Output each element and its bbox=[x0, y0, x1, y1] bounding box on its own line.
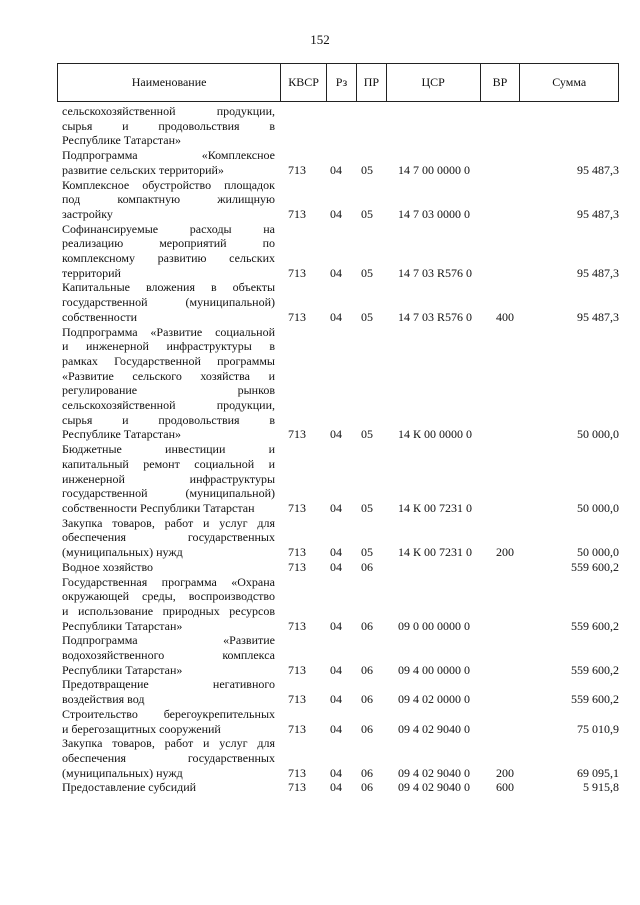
row-pr: 05 bbox=[361, 265, 373, 280]
row-name-line: под компактную жилищную bbox=[62, 192, 275, 207]
header-vr: ВР bbox=[481, 64, 521, 101]
row-name-line: регулирование рынков bbox=[62, 383, 275, 398]
row-name-line: комплексному развитию сельских bbox=[62, 251, 275, 266]
row-name bbox=[62, 178, 275, 222]
row-sum: 50 000,0 bbox=[577, 545, 619, 560]
row-csr: 09 4 02 9040 0 bbox=[398, 765, 470, 780]
row-name-line: Республики Татарстан» bbox=[62, 618, 183, 633]
row-name-line: Софинансируемые расходы на bbox=[62, 221, 275, 236]
row-name-line: и берегозащитных сооружений bbox=[62, 721, 221, 736]
row-pr: 06 bbox=[361, 721, 373, 736]
row-name-line: сельскохозяйственной продукции, bbox=[62, 398, 275, 413]
row-rz: 04 bbox=[330, 765, 342, 780]
row-name bbox=[62, 677, 275, 706]
row-sum: 559 600,2 bbox=[571, 692, 619, 707]
row-name-line: обеспечения государственных bbox=[62, 750, 275, 765]
table-row bbox=[0, 222, 640, 281]
header-kvsr: КВСР bbox=[281, 64, 327, 101]
row-kvsr: 713 bbox=[288, 692, 306, 707]
table-header bbox=[57, 63, 619, 102]
row-sum: 559 600,2 bbox=[571, 618, 619, 633]
row-sum: 69 095,1 bbox=[577, 765, 619, 780]
row-name-line: Предоставление субсидий bbox=[62, 780, 197, 795]
row-name bbox=[62, 516, 275, 560]
row-csr: 14 К 00 7231 0 bbox=[398, 545, 473, 560]
row-rz: 04 bbox=[330, 309, 342, 324]
row-name-line: застройку bbox=[62, 206, 113, 221]
row-sum: 559 600,2 bbox=[571, 662, 619, 677]
row-name bbox=[62, 148, 275, 177]
row-name-line: Республике Татарстан» bbox=[62, 427, 182, 442]
row-name-line: рамках Государственной программы bbox=[62, 353, 275, 368]
row-kvsr: 713 bbox=[288, 309, 306, 324]
table-row bbox=[0, 104, 640, 148]
row-sum: 50 000,0 bbox=[577, 427, 619, 442]
row-csr: 09 4 02 9040 0 bbox=[398, 721, 470, 736]
row-name-line: «Развитие сельского хозяйства и bbox=[62, 368, 275, 383]
row-sum: 95 487,3 bbox=[577, 162, 619, 177]
row-name bbox=[62, 104, 275, 148]
row-pr: 06 bbox=[361, 618, 373, 633]
row-vr: 200 bbox=[496, 765, 514, 780]
row-name-line: Подпрограмма «Развитие социальной bbox=[62, 324, 275, 339]
row-vr: 200 bbox=[496, 545, 514, 560]
row-csr: 14 7 03 R576 0 bbox=[398, 309, 473, 324]
table-row bbox=[0, 148, 640, 177]
row-pr: 06 bbox=[361, 780, 373, 795]
row-sum: 75 010,9 bbox=[577, 721, 619, 736]
row-name-line: реализацию мероприятий по bbox=[62, 236, 275, 251]
table-row bbox=[0, 633, 640, 677]
row-name-line: обеспечения государственных bbox=[62, 530, 275, 545]
row-name-line: Закупка товаров, работ и услуг для bbox=[62, 736, 275, 751]
row-kvsr: 713 bbox=[288, 545, 306, 560]
row-name bbox=[62, 222, 275, 281]
row-name bbox=[62, 280, 275, 324]
row-name-line: Капитальные вложения в объекты bbox=[62, 280, 275, 295]
row-name-line: Республике Татарстан» bbox=[62, 133, 182, 148]
row-pr: 05 bbox=[361, 500, 373, 515]
table-row bbox=[0, 677, 640, 706]
row-name-line: Подпрограмма «Комплексное bbox=[62, 148, 275, 163]
row-kvsr: 713 bbox=[288, 559, 306, 574]
row-name-line: (муниципальных) нужд bbox=[62, 545, 183, 560]
row-kvsr: 713 bbox=[288, 662, 306, 677]
table-row bbox=[0, 575, 640, 634]
row-csr: 14 7 03 R576 0 bbox=[398, 265, 473, 280]
row-rz: 04 bbox=[330, 545, 342, 560]
table-row bbox=[0, 516, 640, 560]
row-pr: 05 bbox=[361, 427, 373, 442]
row-name-line: Подпрограмма «Развитие bbox=[62, 633, 275, 648]
row-name-line: собственности Республики Татарстан bbox=[62, 500, 255, 515]
header-rz: Рз bbox=[327, 64, 357, 101]
row-pr: 06 bbox=[361, 662, 373, 677]
row-kvsr: 713 bbox=[288, 206, 306, 221]
table-row bbox=[0, 325, 640, 443]
row-pr: 05 bbox=[361, 206, 373, 221]
row-kvsr: 713 bbox=[288, 500, 306, 515]
row-vr: 400 bbox=[496, 309, 514, 324]
row-name-line: (муниципальных) нужд bbox=[62, 765, 183, 780]
row-kvsr: 713 bbox=[288, 618, 306, 633]
row-kvsr: 713 bbox=[288, 265, 306, 280]
row-csr: 09 4 02 9040 0 bbox=[398, 780, 470, 795]
row-sum: 95 487,3 bbox=[577, 265, 619, 280]
row-csr: 09 4 00 0000 0 bbox=[398, 662, 470, 677]
row-vr: 600 bbox=[496, 780, 514, 795]
row-pr: 06 bbox=[361, 692, 373, 707]
row-pr: 06 bbox=[361, 559, 373, 574]
table-row bbox=[0, 178, 640, 222]
row-rz: 04 bbox=[330, 721, 342, 736]
row-name bbox=[62, 707, 275, 736]
row-name bbox=[62, 560, 275, 575]
row-csr: 14 7 00 0000 0 bbox=[398, 162, 470, 177]
row-name-line: сырья и продовольствия в bbox=[62, 118, 275, 133]
row-csr: 14 К 00 7231 0 bbox=[398, 500, 473, 515]
row-name-line: Водное хозяйство bbox=[62, 559, 154, 574]
table-row bbox=[0, 736, 640, 780]
row-name-line: и использование природных ресурсов bbox=[62, 603, 275, 618]
row-rz: 04 bbox=[330, 265, 342, 280]
row-name-line: государственной (муниципальной) bbox=[62, 295, 275, 310]
header-pr: ПР bbox=[357, 64, 387, 101]
row-sum: 50 000,0 bbox=[577, 500, 619, 515]
row-name bbox=[62, 780, 275, 795]
row-csr: 14 7 03 0000 0 bbox=[398, 206, 470, 221]
row-name-line: развитие сельских территорий» bbox=[62, 162, 224, 177]
row-csr: 09 0 00 0000 0 bbox=[398, 618, 470, 633]
row-name-line: Бюджетные инвестиции и bbox=[62, 442, 275, 457]
header-name: Наименование bbox=[58, 64, 281, 101]
row-name-line: сельскохозяйственной продукции, bbox=[62, 104, 275, 118]
row-name-line: инженерной инфраструктуры bbox=[62, 471, 275, 486]
table-row bbox=[0, 560, 640, 575]
row-name-line: и инженерной инфраструктуры в bbox=[62, 339, 275, 354]
row-kvsr: 713 bbox=[288, 427, 306, 442]
row-name-line: водохозяйственного комплекса bbox=[62, 648, 275, 663]
row-rz: 04 bbox=[330, 206, 342, 221]
row-rz: 04 bbox=[330, 500, 342, 515]
row-pr: 05 bbox=[361, 309, 373, 324]
row-csr: 14 К 00 0000 0 bbox=[398, 427, 473, 442]
row-csr: 09 4 02 0000 0 bbox=[398, 692, 470, 707]
row-rz: 04 bbox=[330, 427, 342, 442]
table-row bbox=[0, 442, 640, 516]
row-rz: 04 bbox=[330, 780, 342, 795]
row-name-line: Комплексное обустройство площадок bbox=[62, 177, 275, 192]
table-body bbox=[0, 104, 640, 795]
row-sum: 95 487,3 bbox=[577, 206, 619, 221]
row-name bbox=[62, 442, 275, 516]
header-sum: Сумма bbox=[552, 75, 587, 89]
row-rz: 04 bbox=[330, 559, 342, 574]
row-rz: 04 bbox=[330, 662, 342, 677]
table-row bbox=[0, 707, 640, 736]
row-name bbox=[62, 736, 275, 780]
row-rz: 04 bbox=[330, 692, 342, 707]
header-csr: ЦСР bbox=[387, 64, 481, 101]
row-name-line: Предотвращение негативного bbox=[62, 677, 275, 692]
row-name-line: Строительство берегоукрепительных bbox=[62, 706, 275, 721]
row-rz: 04 bbox=[330, 162, 342, 177]
row-name-line: Закупка товаров, работ и услуг для bbox=[62, 515, 275, 530]
row-kvsr: 713 bbox=[288, 780, 306, 795]
row-rz: 04 bbox=[330, 618, 342, 633]
row-name-line: сырья и продовольствия в bbox=[62, 412, 275, 427]
row-kvsr: 713 bbox=[288, 162, 306, 177]
row-sum: 5 915,8 bbox=[583, 780, 619, 795]
page-number: 152 bbox=[310, 32, 330, 47]
row-name bbox=[62, 633, 275, 677]
row-pr: 05 bbox=[361, 545, 373, 560]
row-name bbox=[62, 325, 275, 443]
row-sum: 95 487,3 bbox=[577, 309, 619, 324]
row-name-line: воздействия вод bbox=[62, 692, 145, 707]
row-pr: 05 bbox=[361, 162, 373, 177]
row-name bbox=[62, 575, 275, 634]
row-name-line: Государственная программа «Охрана bbox=[62, 574, 275, 589]
row-name-line: капитальный ремонт социальной и bbox=[62, 456, 275, 471]
row-pr: 06 bbox=[361, 765, 373, 780]
row-name-line: собственности bbox=[62, 309, 138, 324]
table-row bbox=[0, 280, 640, 324]
row-sum: 559 600,2 bbox=[571, 559, 619, 574]
row-name-line: территорий bbox=[62, 265, 121, 280]
row-name-line: окружающей среды, воспроизводство bbox=[62, 589, 275, 604]
table-row bbox=[0, 780, 640, 795]
row-kvsr: 713 bbox=[288, 765, 306, 780]
row-name-line: государственной (муниципальной) bbox=[62, 486, 275, 501]
row-name-line: Республики Татарстан» bbox=[62, 662, 183, 677]
row-kvsr: 713 bbox=[288, 721, 306, 736]
